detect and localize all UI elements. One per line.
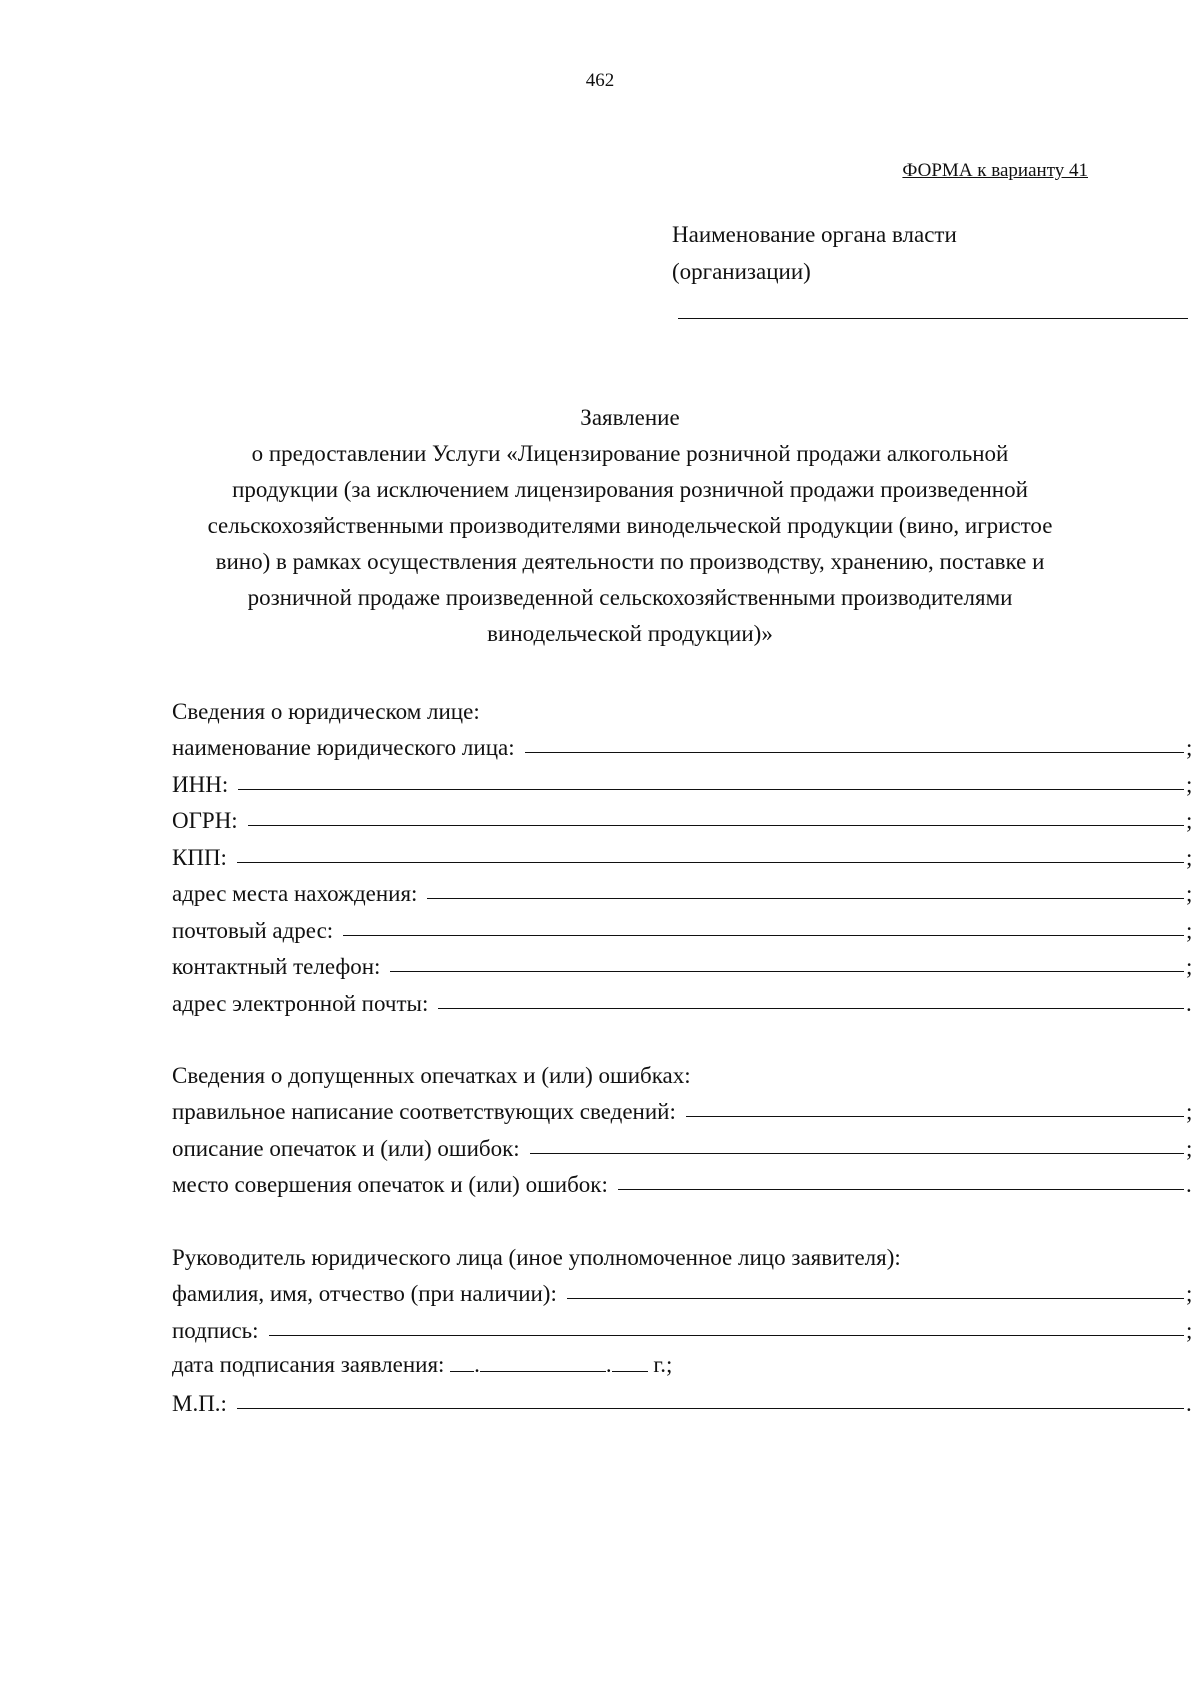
addressee-line2: (организации) [672, 259, 811, 284]
inn-input-line[interactable] [238, 789, 1184, 790]
field-row-postal-address [172, 907, 1194, 944]
title-line: о предоставлении Услуги «Лицензирование розничной продажи алкогольной [251, 441, 1009, 466]
field-label: ОГРН: [172, 808, 238, 833]
field-label: ИНН: [172, 771, 229, 797]
field-row-full-name [172, 1271, 1194, 1308]
field-label: подпись: [172, 1317, 259, 1343]
field-row-ogrn [172, 798, 1194, 835]
field-end: ; [1186, 1099, 1193, 1124]
page-number: 462 [585, 70, 615, 91]
full-name-input-line[interactable] [567, 1298, 1184, 1299]
field-label: фамилия, имя, отчество (при наличии): [172, 1281, 557, 1306]
field-row-phone [172, 944, 1194, 981]
field-label: адрес электронной почты: [172, 990, 429, 1016]
document-title [150, 400, 1110, 652]
field-label: адрес места нахождения: [172, 881, 418, 906]
field-end: ; [1186, 917, 1193, 943]
errors-place-input-line[interactable] [618, 1189, 1184, 1190]
field-row-errors-place [172, 1162, 1194, 1199]
email-input-line[interactable] [438, 1008, 1184, 1009]
date-separator: . [474, 1351, 480, 1377]
field-end: ; [1186, 1281, 1193, 1306]
field-row-location-address [172, 871, 1194, 908]
title-line: продукции (за исключением лицензирования розничной продажи произведенной [232, 477, 1028, 502]
field-end: ; [1186, 881, 1193, 906]
correct-spelling-input-line[interactable] [686, 1116, 1184, 1117]
field-end: . [1186, 990, 1192, 1016]
errors-section [172, 1052, 1194, 1198]
field-label: М.П.: [172, 1390, 227, 1416]
field-row-errors-description [172, 1125, 1194, 1162]
section-heading: Сведения о допущенных опечатках и (или) ошибках: [172, 1062, 691, 1088]
date-year-input-line[interactable] [612, 1371, 648, 1372]
section-heading: Руководитель юридического лица (иное уполномоченное лицо заявителя): [172, 1244, 901, 1270]
field-row-correct-spelling [172, 1089, 1194, 1126]
field-row-stamp [172, 1380, 1194, 1417]
head-section [172, 1234, 1194, 1417]
field-label: наименование юридического лица: [172, 735, 515, 760]
field-label: правильное написание соответствующих сведений: [172, 1099, 676, 1124]
signature-input-line[interactable] [269, 1335, 1184, 1336]
date-day-input-line[interactable] [450, 1371, 474, 1372]
field-end: . [1186, 1390, 1192, 1416]
field-row-email [172, 980, 1194, 1017]
field-label: контактный телефон: [172, 954, 381, 979]
field-row-inn [172, 761, 1194, 798]
section-heading: Сведения о юридическом лице: [172, 698, 480, 724]
postal-address-input-line[interactable] [343, 935, 1184, 936]
field-row-signing-date [172, 1344, 1194, 1381]
title-heading: Заявление [580, 405, 680, 430]
field-row-kpp [172, 834, 1194, 871]
addressee-line1: Наименование органа власти [672, 222, 957, 247]
field-end: ; [1186, 771, 1193, 797]
date-separator: . [605, 1351, 612, 1377]
field-label: описание опечаток и (или) ошибок: [172, 1135, 520, 1161]
field-label: почтовый адрес: [172, 917, 334, 943]
field-end: ; [1186, 954, 1193, 979]
addressee-block [672, 216, 957, 290]
title-line: сельскохозяйственными производителями винодельческой продукции (вино, игристое [207, 513, 1053, 538]
field-row-entity-name [172, 725, 1194, 762]
location-address-input-line[interactable] [427, 898, 1184, 899]
stamp-input-line[interactable] [237, 1408, 1184, 1409]
field-end: ; [1186, 808, 1193, 833]
addressee-blank-line[interactable] [678, 318, 1188, 319]
legal-entity-section [172, 688, 1194, 1017]
field-label: дата подписания заявления: [172, 1351, 445, 1377]
date-suffix: г.; [653, 1351, 673, 1377]
entity-name-input-line[interactable] [525, 752, 1184, 753]
field-label: КПП: [172, 844, 227, 870]
field-end: ; [1186, 735, 1193, 760]
title-line: вино) в рамках осуществления деятельности по производству, хранению, поставке и [215, 549, 1045, 574]
title-line: винодельческой продукции)» [487, 621, 773, 646]
errors-description-input-line[interactable] [530, 1153, 1184, 1154]
field-end: ; [1186, 1317, 1193, 1343]
phone-input-line[interactable] [390, 971, 1184, 972]
kpp-input-line[interactable] [237, 862, 1184, 863]
title-line: розничной продаже произведенной сельскохозяйственными производителями [247, 585, 1013, 610]
field-end: ; [1186, 1135, 1193, 1161]
field-end: . [1186, 1172, 1192, 1197]
form-label: ФОРМА к варианту 41 [902, 160, 1088, 181]
field-end: ; [1186, 844, 1193, 870]
field-label: место совершения опечаток и (или) ошибок: [172, 1172, 608, 1197]
date-month-input-line[interactable] [480, 1371, 606, 1372]
ogrn-input-line[interactable] [248, 825, 1184, 826]
field-row-signature [172, 1307, 1194, 1344]
